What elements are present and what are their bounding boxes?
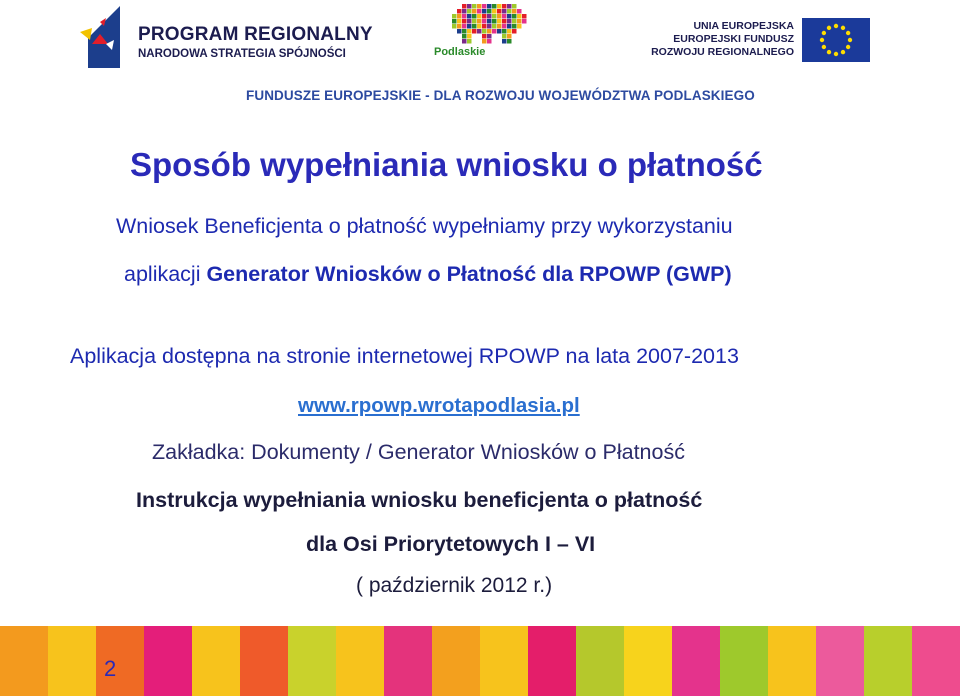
header bbox=[0, 0, 960, 120]
funds-banner: FUNDUSZE EUROPEJSKIE - DLA ROZWOJU WOJEWÓDZTWA PODLASKIEGO bbox=[246, 88, 755, 103]
footer-color-cell bbox=[336, 626, 384, 696]
eu-line-3: ROZWOJU REGIONALNEGO bbox=[651, 46, 794, 58]
bison-icon bbox=[452, 4, 532, 48]
footer-color-cell bbox=[144, 626, 192, 696]
footer-color-cell bbox=[528, 626, 576, 696]
footer-color-cell bbox=[912, 626, 960, 696]
program-regionalny-logo bbox=[78, 4, 373, 70]
footer-color-cell bbox=[576, 626, 624, 696]
footer-color-bar bbox=[0, 626, 960, 696]
intro-line-2-prefix: aplikacji bbox=[124, 262, 207, 286]
eu-logo bbox=[651, 18, 870, 62]
website-link[interactable]: www.rpowp.wrotapodlasia.pl bbox=[298, 394, 580, 417]
page-number: 2 bbox=[104, 656, 117, 681]
program-regionalny-emblem-icon bbox=[78, 4, 134, 70]
footer-color-cell bbox=[384, 626, 432, 696]
region-name: Podlaskie bbox=[434, 46, 486, 58]
footer-color-cell bbox=[720, 626, 768, 696]
eu-line-1: UNIA EUROPEJSKA bbox=[693, 20, 794, 32]
footer-color-cell bbox=[624, 626, 672, 696]
footer-color-cell bbox=[240, 626, 288, 696]
footer-color-cell bbox=[768, 626, 816, 696]
footer-color-cell bbox=[816, 626, 864, 696]
eu-line-2: EUROPEJSKI FUNDUSZ bbox=[673, 33, 794, 45]
instruction-date: ( październik 2012 r.) bbox=[356, 574, 553, 597]
tab-path-line: Zakładka: Dokumenty / Generator Wniosków o Płatność bbox=[152, 440, 685, 464]
eu-flag-icon bbox=[802, 18, 870, 62]
footer-color-cell bbox=[864, 626, 912, 696]
program-subtitle: NARODOWA STRATEGIA SPÓJNOŚCI bbox=[138, 48, 346, 60]
footer-color-cell bbox=[432, 626, 480, 696]
availability-line: Aplikacja dostępna na stronie internetowej RPOWP na lata 2007-2013 bbox=[70, 344, 739, 368]
footer-color-cell bbox=[48, 626, 96, 696]
intro-line-1: Wniosek Beneficjenta o płatność wypełniamy przy wykorzystaniu bbox=[116, 214, 733, 238]
intro-line-2 bbox=[124, 262, 732, 287]
podlaskie-logo bbox=[428, 4, 538, 64]
footer-color-cell bbox=[288, 626, 336, 696]
footer-color-cell bbox=[672, 626, 720, 696]
footer-color-cell bbox=[480, 626, 528, 696]
instruction-title-line-1: Instrukcja wypełniania wniosku beneficjenta o płatność bbox=[136, 488, 703, 512]
application-name: Generator Wniosków o Płatność dla RPOWP (GWP) bbox=[206, 262, 732, 286]
program-title: PROGRAM REGIONALNY bbox=[138, 24, 373, 45]
footer-color-cell bbox=[0, 626, 48, 696]
slide-title: Sposób wypełniania wniosku o płatność bbox=[130, 146, 763, 183]
footer-color-cell bbox=[192, 626, 240, 696]
instruction-title-line-2: dla Osi Priorytetowych I – VI bbox=[306, 532, 596, 556]
